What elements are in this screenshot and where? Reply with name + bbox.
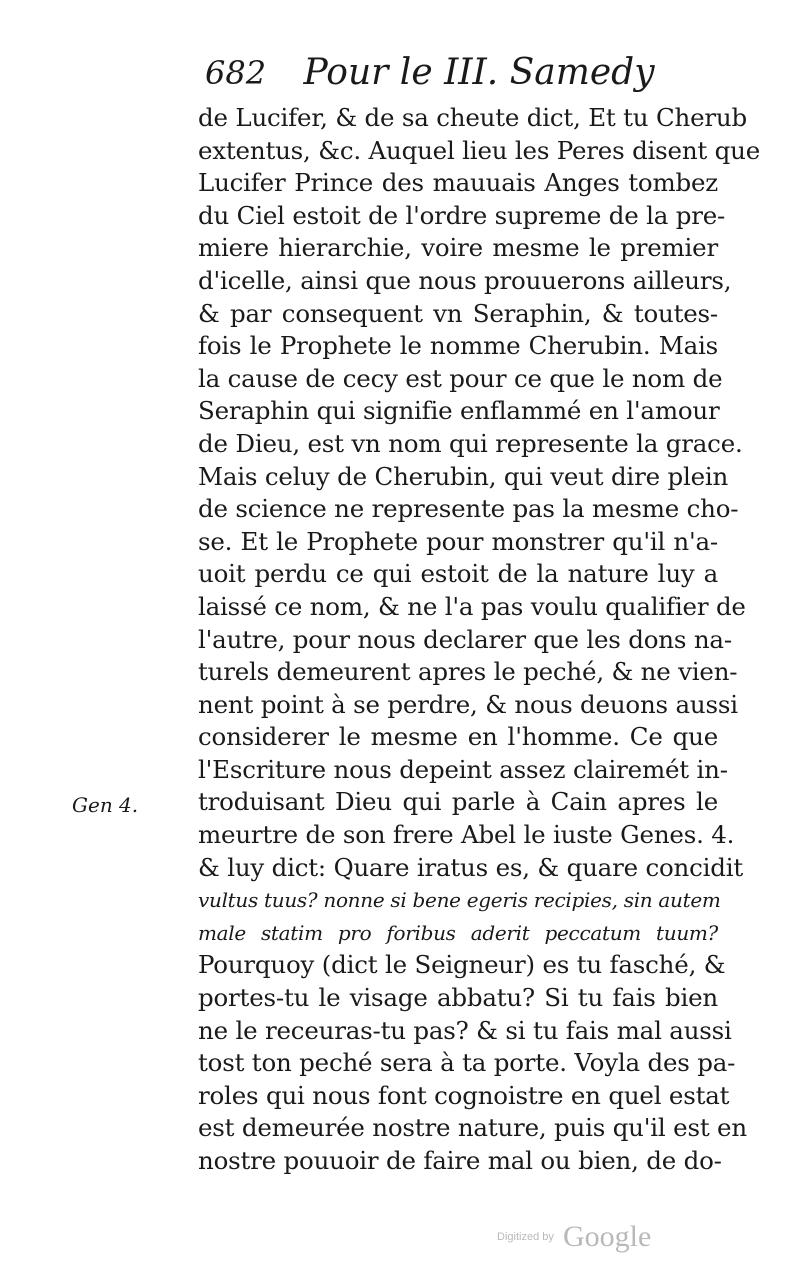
page-header bbox=[205, 52, 685, 102]
text-line: tost ton peché sera à ta porte. Voyla des pa- bbox=[198, 1048, 736, 1078]
text-line-latin: vultus tuus? nonne si bene egeris recipies, sin autem bbox=[198, 888, 721, 913]
text-line: nent point à se perdre, & nous deuons aussi bbox=[198, 689, 738, 719]
text-line: est demeurée nostre nature, puis qu'il est en bbox=[198, 1113, 747, 1143]
text-line: extentus, &c. Auquel lieu les Peres disent que bbox=[198, 135, 761, 165]
text-line: laissé ce nom, & ne l'a pas voulu qualifier de bbox=[198, 591, 746, 621]
text-line: l'autre, pour nous declarer que les dons na- bbox=[198, 624, 732, 654]
text-line: turels demeurent apres le peché, & ne vien- bbox=[198, 657, 738, 687]
text-line: du Ciel estoit de l'ordre supreme de la pre- bbox=[198, 200, 726, 230]
text-line: Lucifer Prince des mauuais Anges tombez bbox=[198, 168, 718, 198]
running-head: Pour le III. Samedy bbox=[303, 52, 655, 93]
text-line: & luy dict: Quare iratus es, & quare concidit bbox=[198, 852, 744, 882]
text-line-latin: male statim pro foribus aderit peccatum tuum? bbox=[198, 920, 718, 945]
google-logo: Google bbox=[562, 1220, 652, 1253]
text-line: la cause de cecy est pour ce que le nom de bbox=[198, 363, 723, 393]
text-line: ne le receuras-tu pas? & si tu fais mal aussi bbox=[198, 1015, 732, 1045]
text-line: miere hierarchie, voire mesme le premier bbox=[198, 233, 718, 263]
text-line: & par consequent vn Seraphin, & toutes- bbox=[198, 298, 718, 328]
text-line: meurtre de son frere Abel le iuste Genes. 4. bbox=[198, 820, 735, 850]
body-text bbox=[198, 102, 761, 1178]
digitized-by-watermark bbox=[497, 1220, 651, 1254]
text-line: Seraphin qui signifie enflammé en l'amour bbox=[198, 396, 720, 426]
text-line: troduisant Dieu qui parle à Cain apres le bbox=[198, 787, 718, 817]
text-line: uoit perdu ce qui estoit de la nature luy a bbox=[198, 559, 718, 589]
text-line: portes-tu le visage abbatu? Si tu fais bien bbox=[198, 983, 718, 1013]
text-line: roles qui nous font cognoistre en quel estat bbox=[198, 1080, 730, 1110]
text-line: de Dieu, est vn nom qui represente la grace. bbox=[198, 428, 743, 458]
text-line: de science ne represente pas la mesme cho- bbox=[198, 494, 739, 524]
text-line: l'Escriture nous depeint assez clairemét in- bbox=[198, 754, 728, 784]
text-line: fois le Prophete le nomme Cherubin. Mais bbox=[198, 331, 718, 361]
text-line: d'icelle, ainsi que nous prouuerons ailleurs, bbox=[198, 265, 732, 295]
watermark-prefix: Digitized by bbox=[497, 1231, 554, 1243]
text-line: Mais celuy de Cherubin, qui veut dire plein bbox=[198, 461, 729, 491]
text-line: nostre pouuoir de faire mal ou bien, de do- bbox=[198, 1146, 722, 1175]
text-line: de Lucifer, & de sa cheute dict, Et tu Cherub bbox=[198, 103, 747, 132]
text-line: considerer le mesme en l'homme. Ce que bbox=[198, 722, 718, 752]
text-line: se. Et le Prophete pour monstrer qu'il n'a- bbox=[198, 526, 718, 556]
page-number: 682 bbox=[205, 54, 267, 92]
margin-note: Gen 4. bbox=[72, 793, 139, 817]
text-line: Pourquoy (dict le Seigneur) es tu fasché, & bbox=[198, 950, 726, 980]
